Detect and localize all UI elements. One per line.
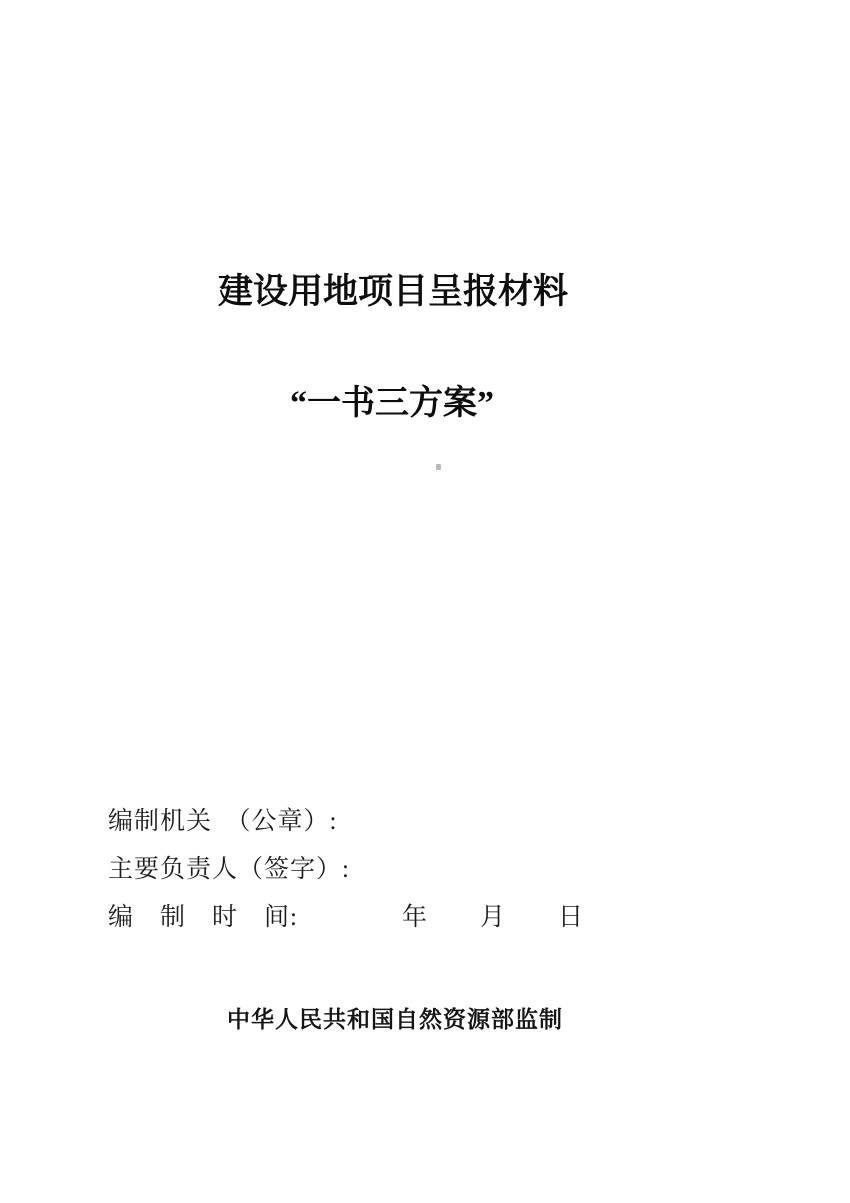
field-responsible-person-signature: 主要负责人（签字）: bbox=[108, 856, 350, 883]
document-title: 建设用地项目呈报材料 bbox=[217, 272, 568, 311]
document-footer-supervisor: 中华人民共和国自然资源部监制 bbox=[227, 1007, 563, 1032]
scan-artifact-dot bbox=[436, 464, 441, 470]
field-compilation-date: 编 制 时 间: 年 月 日 bbox=[108, 904, 584, 931]
cover-fields bbox=[108, 806, 584, 950]
document-subtitle: “一书三方案” bbox=[290, 385, 494, 422]
field-issuing-agency-seal: 编制机关 （公章）: bbox=[108, 808, 338, 835]
